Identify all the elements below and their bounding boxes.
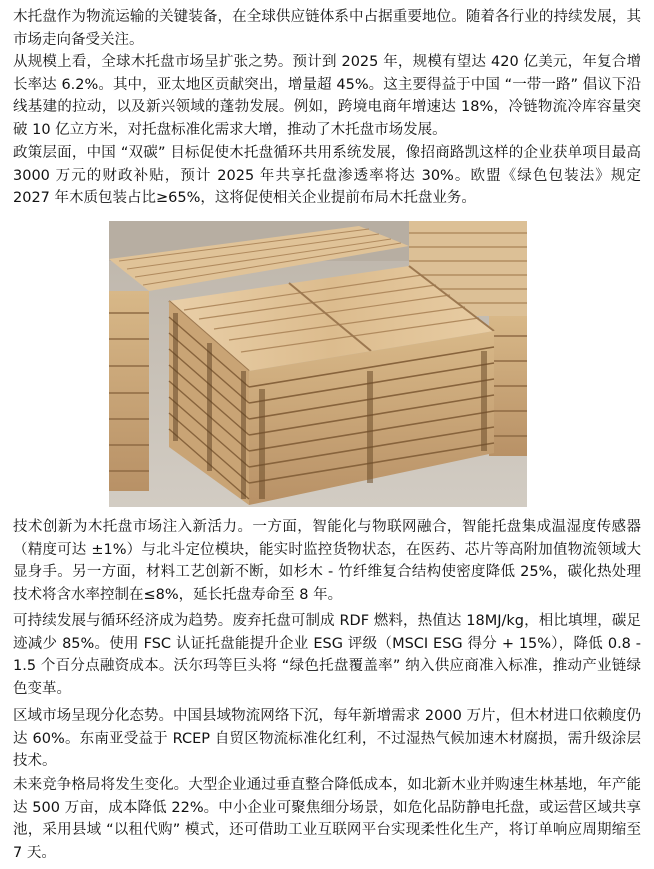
paragraph-intro: 木托盘作为物流运输的关键装备，在全球供应链体系中占据重要地位。随着各行业的持续发展，其市场走向备受关注。 [13,9,641,48]
paragraph-policy: 政策层面，中国 “双碳” 目标促使木托盘循环共用系统发展，像招商路凯这样的企业获单项目最高 3000 万元的财政补贴，预计 2025 年共享托盘渗透率将达 30%。欧盟《绿色包装法》规定 2027 年木质包装占比≥65%，这将促使相关企业提前布局木托盘业务。 [13,145,641,206]
paragraph-sustainability: 可持续发展与循环经济成为趋势。废弃托盘可制成 RDF 燃料，热值达 18MJ/kg，相比填埋，碳足迹减少 85%。使用 FSC 认证托盘能提升企业 ESG 评级（MSCI ESG 得分 + 15%），降低 0.8 - 1.5 个百分点融资成本。沃尔玛等巨头将 “绿色托盘覆盖率” 纳入供应商准入标准，推动产业链绿色变革。 [13,613,641,697]
paragraph-technology: 技术创新为木托盘市场注入新活力。一方面，智能化与物联网融合，智能托盘集成温湿度传感器（精度可达 ±1%）与北斗定位模块，能实时监控货物状态，在医药、芯片等高附加值物流领域大显身手。另一方面，材料工艺创新不断，如杉木 - 竹纤维复合结构使密度降低 25%，碳化热处理技术将含水率控制在≤8%，延长托盘寿命至 8 年。 [13,519,641,603]
paragraph-market-scale: 从规模上看，全球木托盘市场呈扩张之势。预计到 2025 年，规模有望达 420 亿美元，年复合增长率达 6.2%。其中，亚太地区贡献突出，增量超 45%。这主要得益于中国 “一带一路” 倡议下沿线基建的拉动，以及新兴领域的蓬勃发展。例如，跨境电商年增速达 18%，冷链物流冷库容量突破 10 亿立方米，对托盘标准化需求大增，推动了木托盘市场发展。 [13,54,641,138]
wooden-pallets-photo [109,221,527,507]
paragraph-competition: 未来竞争格局将发生变化。大型企业通过垂直整合降低成本，如北新木业并购速生林基地，年产能达 500 万亩，成本降低 22%。中小企业可聚焦细分场景，如危化品防静电托盘，或运营区域共享池，采用县域 “以租代购” 模式，还可借助工业互联网平台实现柔性化生产，将订单响应周期缩至 7 天。 [13,777,641,861]
paragraph-regional-markets: 区域市场呈现分化态势。中国县域物流网络下沉，每年新增需求 2000 万片，但木材进口依赖度仍达 60%。东南亚受益于 RCEP 自贸区物流标准化红利，不过湿热气候加速木材腐损，需升级涂层技术。 [13,708,641,769]
wooden-pallets-illustration [109,221,527,507]
